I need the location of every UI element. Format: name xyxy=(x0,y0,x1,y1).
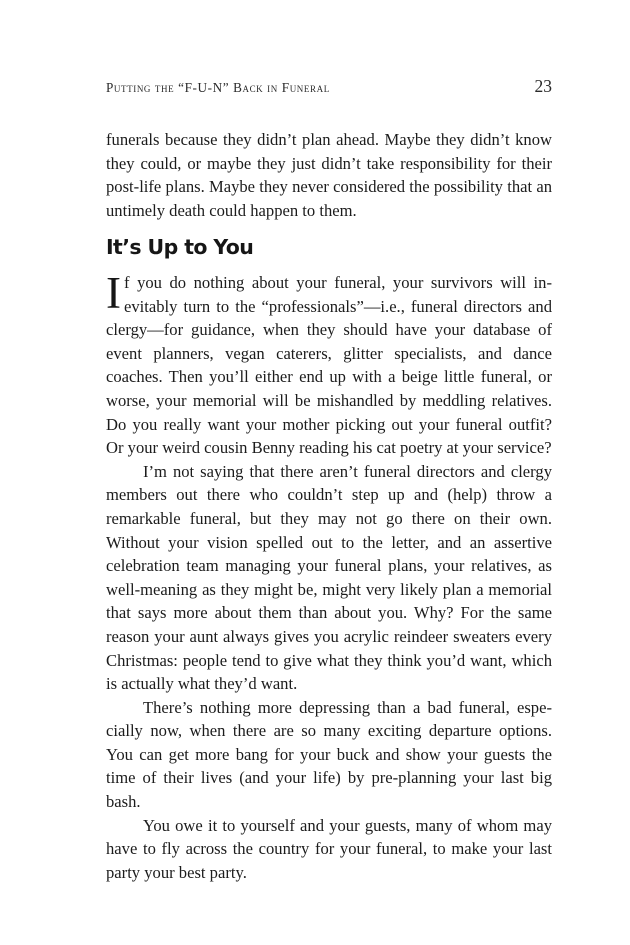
first-paragraph-text: f you do nothing about your funeral, your survivors will inevitably turn to the “professionals”—i.e., funeral directors and clergy—for guidance, when they should have your database of event planners, vegan caterers, glitter specialists, and dance coaches. Then you’ll either end up with a beige little funeral, or worse, your memorial will be mishandled by meddling relatives. Do you really want your mother picking out your funeral outfit? Or your weird cousin Benny reading his cat poetry at your service? xyxy=(106,273,552,458)
section-heading: It’s Up to You xyxy=(106,235,254,259)
paragraph-professionals: I’m not saying that there aren’t funeral directors and clergy members out there who couldn’t step up and (help) throw a remarkable funeral, but they may not go there on their own. Without your vision spelled out to the letter, and an assertive celebration team managing your funeral plans, your relatives, as well-meaning as they might be, might very likely plan a memorial that says more about them than about you. Why? For the same reason your aunt always gives you acrylic reindeer sweaters every Christmas: people tend to give what they think you’d want, which is actually what they’d want. xyxy=(106,461,552,694)
continued-paragraph-block xyxy=(106,128,552,222)
continued-paragraph: funerals because they didn’t plan ahead. Maybe they didn’t know they could, or maybe they just didn’t take responsibility for their post-life plans. Maybe they never considered the possibility that an untimely death could happen to them. xyxy=(106,130,552,220)
drop-cap: I xyxy=(106,268,121,318)
page-number: 23 xyxy=(534,76,552,96)
paragraph-best-party: You owe it to yourself and your guests, many of whom may have to fly across the country for your funeral, to make your last party your best party. xyxy=(106,815,552,882)
first-paragraph xyxy=(106,268,552,460)
section-body xyxy=(106,268,552,884)
running-head-title: Putting the “F-U-N” Back in Funeral xyxy=(106,80,330,95)
paragraph-bad-funeral: There’s nothing more depressing than a bad funeral, especially now, when there are so many exciting departure options. You can get more bang for your buck and show your guests the time of their lives (and your life) by pre-planning your last big bash. xyxy=(106,697,552,812)
running-head xyxy=(106,76,552,100)
